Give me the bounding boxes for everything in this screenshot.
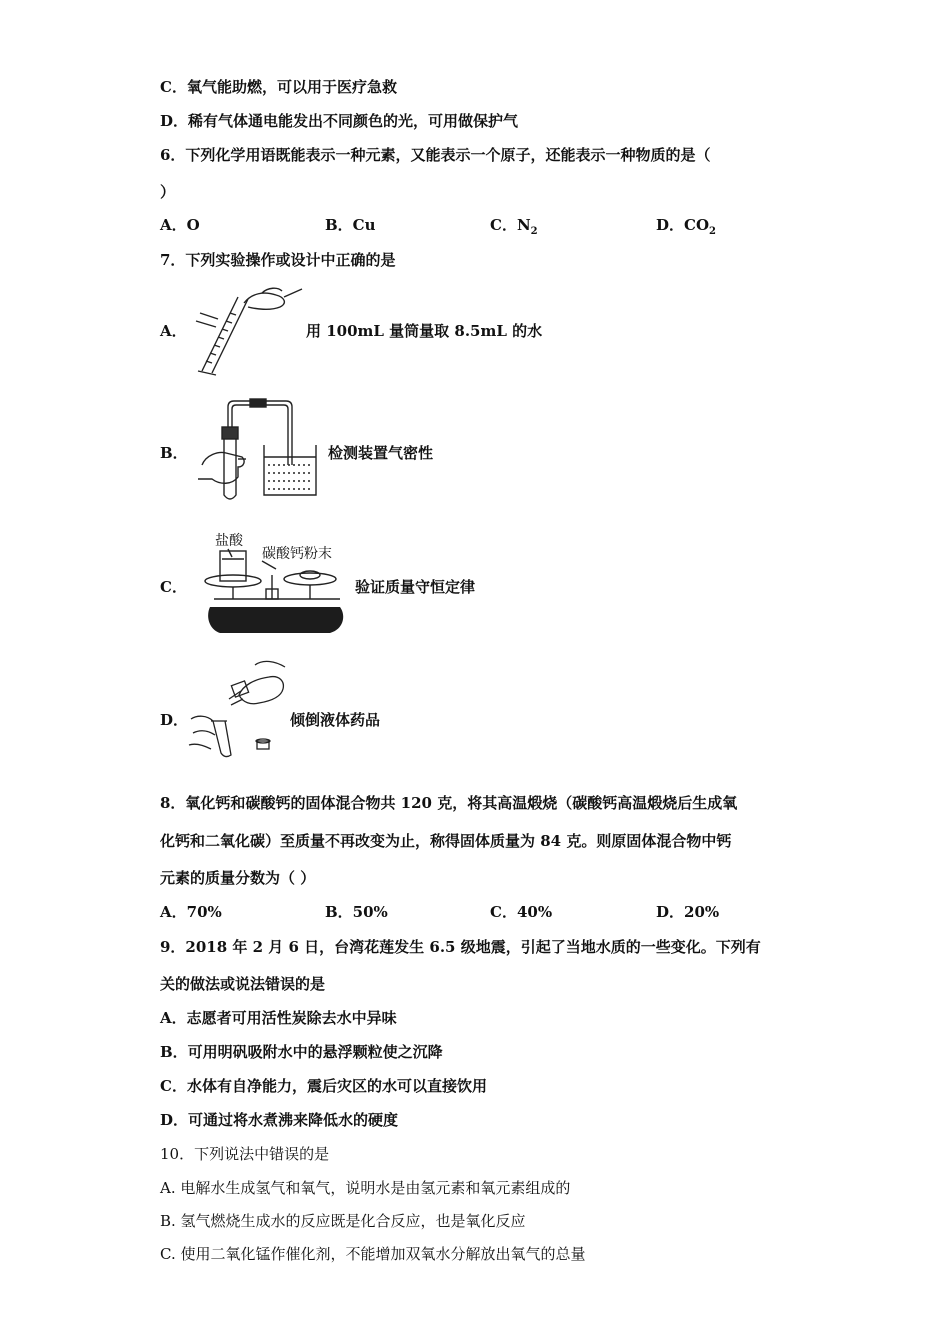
q6-option-b: B．Cu [325, 216, 376, 234]
q10-stem: 10．下列说法中错误的是 [160, 1145, 330, 1163]
q6-option-c [490, 215, 538, 242]
q9-stem-line2: 关的做法或说法错误的是 [160, 975, 326, 993]
q10-option-c: C. 使用二氧化锰作催化剂，不能增加双氧水分解放出氧气的总量 [160, 1245, 586, 1263]
q5-option-c: C．氧气能助燃，可以用于医疗急救 [160, 78, 397, 96]
q9-option-b: B．可用明矾吸附水中的悬浮颗粒使之沉降 [160, 1043, 443, 1061]
q7-option-c-label: C． [160, 578, 187, 596]
q8-stem-line1: 8．氧化钙和碳酸钙的固体混合物共 120 克，将其高温煅烧（碳酸钙高温煅烧后生成氧 [160, 794, 738, 812]
q5-option-d: D．稀有气体通电能发出不同颜色的光，可用做保护气 [160, 112, 519, 130]
calcium-carbonate-label: 碳酸钙粉末 [262, 546, 332, 562]
q6-stem-line2: ） [160, 183, 176, 201]
q7-option-c-text: 验证质量守恒定律 [355, 578, 476, 596]
q8-stem-line3: 元素的质量分数为（ ） [160, 869, 316, 887]
q7-option-a-text: 用 100mL 量筒量取 8.5mL 的水 [306, 322, 543, 340]
q6-option-d-text: D．CO [656, 216, 710, 234]
q6-option-c-subscript: 2 [530, 226, 538, 237]
balance-apparatus-figure [200, 545, 350, 639]
q8-option-a: A．70% [160, 903, 222, 921]
q6-option-c-text: C．N [490, 216, 531, 234]
q9-stem-line1: 9．2018 年 2 月 6 日，台湾花莲发生 6.5 级地震，引起了当地水质的一些变化。下列有 [160, 938, 761, 956]
pouring-liquid-figure [185, 655, 290, 760]
graduated-cylinder-figure [192, 283, 312, 378]
q9-option-a: A．志愿者可用活性炭除去水中异味 [160, 1009, 397, 1027]
q7-option-d-label: D． [160, 711, 189, 729]
q6-option-d [656, 215, 716, 242]
q6-option-d-subscript: 2 [709, 226, 716, 237]
q7-option-b-label: B． [160, 444, 188, 462]
q8-option-c: C．40% [490, 903, 553, 921]
q9-option-c: C．水体有自净能力，震后灾区的水可以直接饮用 [160, 1077, 487, 1095]
hydrochloric-acid-label: 盐酸 [215, 533, 243, 549]
q8-option-d: D．20% [656, 903, 720, 921]
q7-option-d-text: 倾倒液体药品 [290, 711, 381, 729]
q7-stem: 7．下列实验操作或设计中正确的是 [160, 251, 396, 269]
q9-option-d: D．可通过将水煮沸来降低水的硬度 [160, 1111, 399, 1129]
q10-option-a: A. 电解水生成氢气和氧气，说明水是由氢元素和氧元素组成的 [160, 1179, 571, 1197]
q8-stem-line2: 化钙和二氧化碳）至质量不再改变为止，称得固体质量为 84 克。则原固体混合物中钙 [160, 832, 732, 850]
q6-option-a: A．O [160, 216, 200, 234]
q6-stem-line1: 6．下列化学用语既能表示一种元素，又能表示一个原子，还能表示一种物质的是（ [160, 146, 711, 164]
q7-option-b-text: 检测装置气密性 [328, 444, 434, 462]
q10-option-b: B. 氢气燃烧生成水的反应既是化合反应，也是氧化反应 [160, 1212, 526, 1230]
q8-option-b: B．50% [325, 903, 388, 921]
airtightness-apparatus-figure [192, 395, 322, 503]
q7-option-a-label: A． [160, 322, 187, 340]
